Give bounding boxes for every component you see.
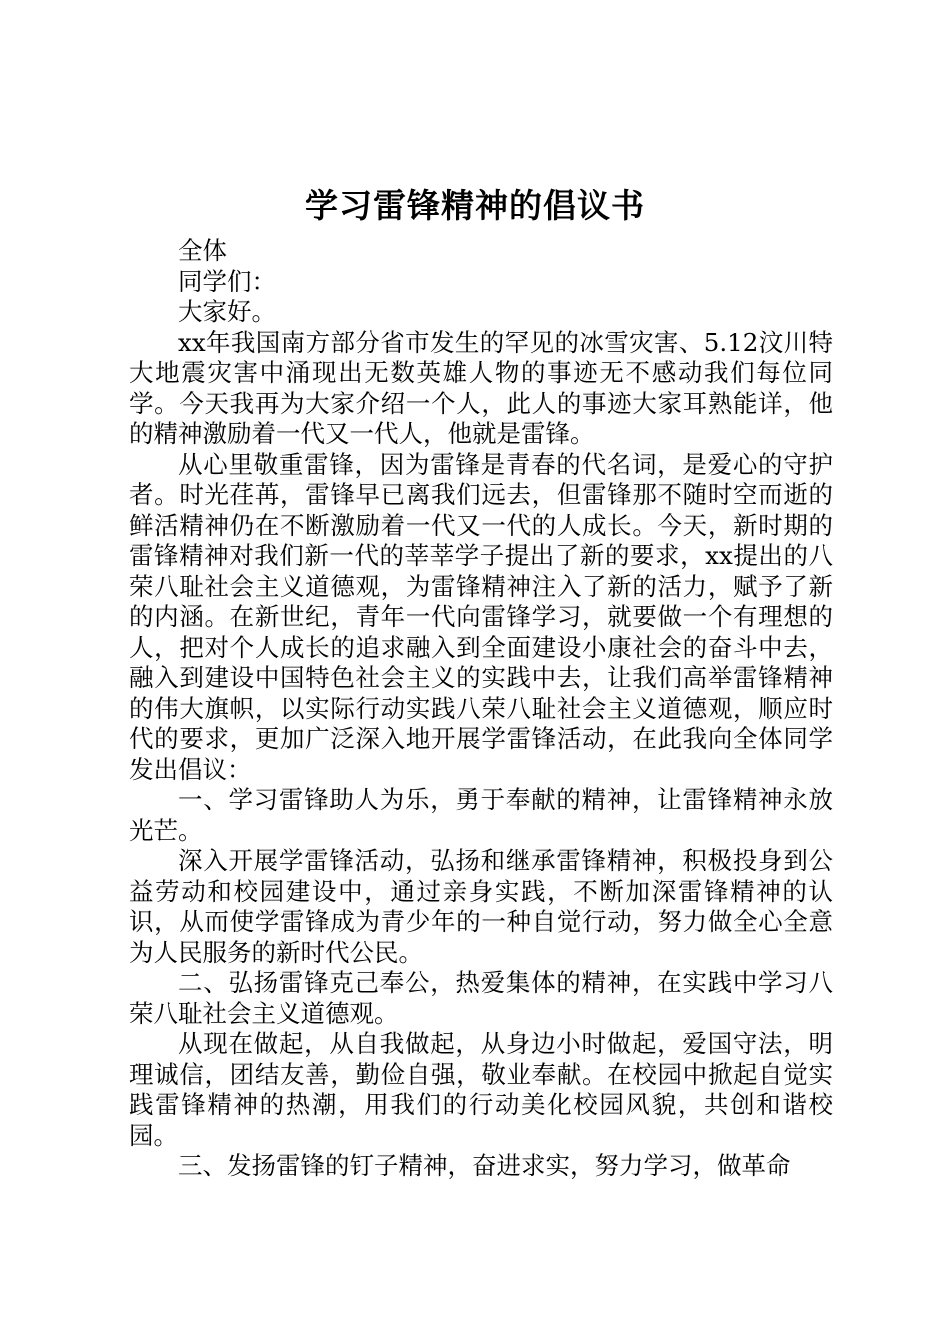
- heading-point-one: 一、学习雷锋助人为乐，勇于奉献的精神，让雷锋精神永放光芒。: [129, 785, 833, 845]
- heading-point-two: 二、弘扬雷锋克己奉公，热爱集体的精神，在实践中学习八荣八耻社会主义道德观。: [129, 968, 833, 1028]
- paragraph: 从现在做起，从自我做起，从身边小时做起，爱国守法，明理诚信，团结友善，勤俭自强，敬业奉献。在校园中掀起自觉实践雷锋精神的热潮，用我们的行动美化校园风貌，共创和谐校园。: [129, 1029, 833, 1150]
- document-body: [129, 236, 833, 1182]
- salutation-line: 同学们：: [178, 266, 276, 296]
- salutation-line: 全体: [178, 236, 227, 265]
- document-title: 学习雷锋精神的倡议书: [305, 186, 645, 225]
- paragraph: xx年我国南方部分省市发生的罕见的冰雪灾害、5.12汶川特大地震灾害中涌现出无数英雄人物的事迹无不感动我们每位同学。今天我再为大家介绍一个人，此人的事迹大家耳熟能详，他的精神激励着一代又一代人，他就是雷锋。: [129, 327, 833, 448]
- paragraph: 深入开展学雷锋活动，弘扬和继承雷锋精神，积极投身到公益劳动和校园建设中，通过亲身实践，不断加深雷锋精神的认识，从而使学雷锋成为青少年的一种自觉行动，努力做全心全意为人民服务的新时代公民。: [129, 846, 833, 967]
- heading-point-three: 三、发扬雷锋的钉子精神，奋进求实，努力学习，做革命: [178, 1151, 791, 1180]
- paragraph: 从心里敬重雷锋，因为雷锋是青春的代名词，是爱心的守护者。时光荏苒，雷锋早已离我们远去，但雷锋那不随时空而逝的鲜活精神仍在不断激励着一代又一代的人成长。今天，新时期的雷锋精神对我们新一代的莘莘学子提出了新的要求，xx提出的八荣八耻社会主义道德观，为雷锋精神注入了新的活力，赋予了新的内涵。在新世纪，青年一代向雷锋学习，就要做一个有理想的人，把对个人成长的追求融入到全面建设小康社会的奋斗中去，融入到建设中国特色社会主义的实践中去，让我们高举雷锋精神的伟大旗帜，以实际行动实践八荣八耻社会主义道德观，顺应时代的要求，更加广泛深入地开展学雷锋活动，在此我向全体同学发出倡议：: [129, 449, 833, 784]
- greeting-line: 大家好。: [178, 297, 276, 326]
